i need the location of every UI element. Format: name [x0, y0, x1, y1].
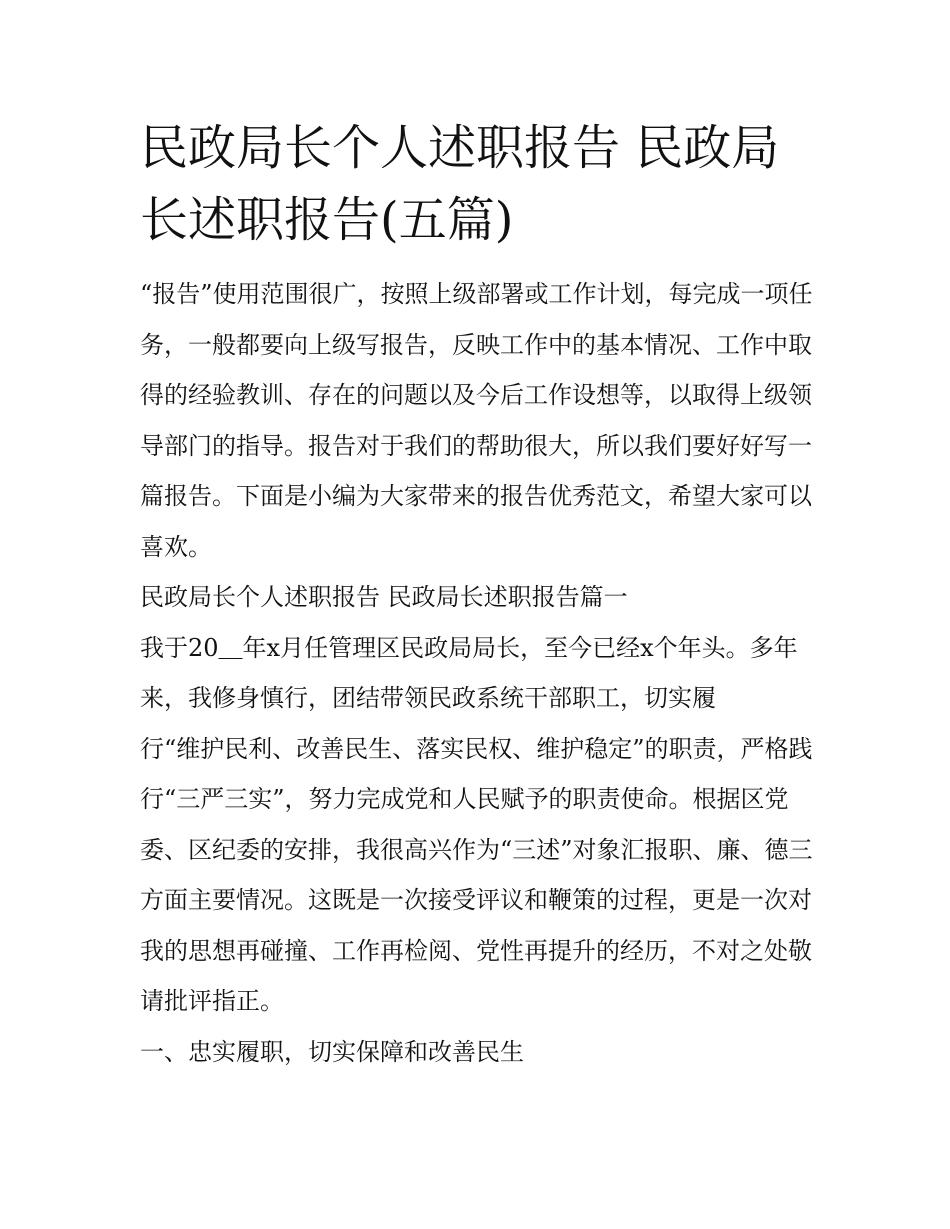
body-paragraph-part-1: 我于20＿年x月任管理区民政局局长，至今已经x个年头。多年来，我修身慎行，团结带领民政系统干部职工，切实履 [140, 633, 798, 712]
body-paragraph-part-2: 行“维护民利、改善民生、落实民权、维护稳定”的职责，严格践行“三严三实”，努力完成党和人民赋予的职责使命。根据区党委、区纪委的安排，我很高兴作为“三述”对象汇报职、廉、德三方面主要情况。这既是一次接受评议和鞭策的过程，更是一次对我的思想再碰撞、工作再检阅、党性再提升的经历，不对之处敬请批评指正。 [140, 734, 813, 1015]
document-title [140, 112, 820, 256]
body-paragraph [140, 623, 820, 1027]
document-title-line-2: 长述职报告(五篇) [140, 192, 514, 248]
section-heading-one: 一、忠实履职，切实保障和改善民生 [140, 1037, 524, 1066]
intro-paragraph: “报告”使用范围很广，按照上级部署或工作计划，每完成一项任务，一般都要向上级写报告，反映工作中的基本情况、工作中取得的经验教训、存在的问题以及今后工作设想等，以取得上级领导部门的指导。报告对于我们的帮助很大，所以我们要好好写一篇报告。下面是小编为大家带来的报告优秀范文，希望大家可以喜欢。 [140, 280, 813, 561]
document-content [140, 112, 820, 1077]
section-title: 民政局长个人述职报告 民政局长述职报告篇一 [140, 583, 628, 611]
document-title-line-1: 民政局长个人述职报告 民政局 [140, 120, 780, 176]
